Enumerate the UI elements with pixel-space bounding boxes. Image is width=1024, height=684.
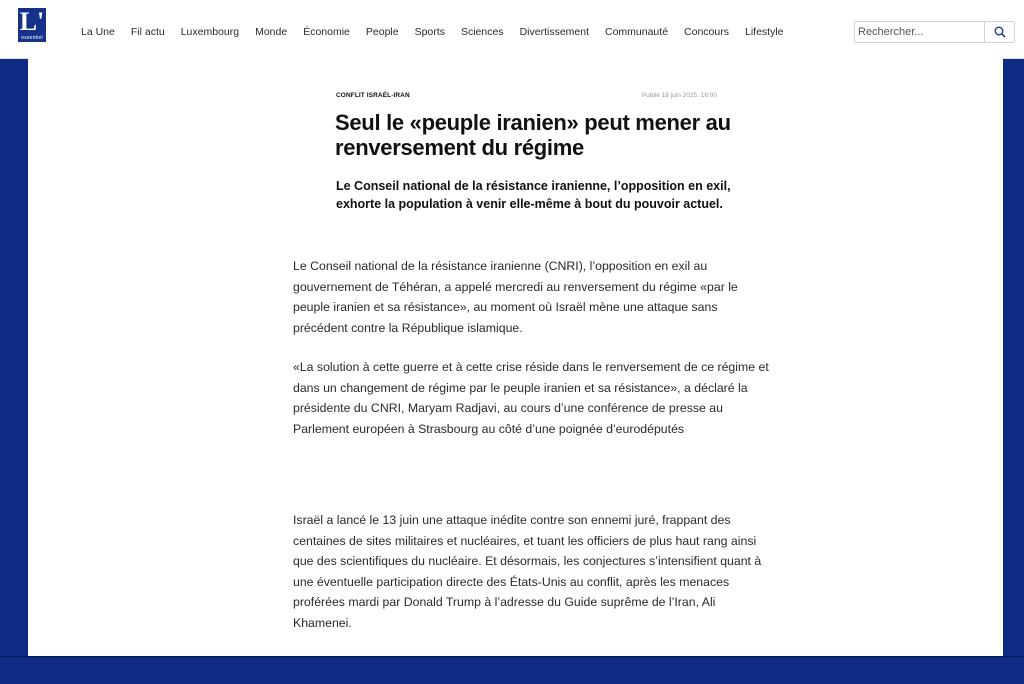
- article-category[interactable]: CONFLIT ISRAËL-IRAN: [336, 92, 410, 99]
- logo-letter: L': [19, 7, 45, 36]
- nav-item-economie[interactable]: Économie: [303, 26, 350, 38]
- nav-item-lifestyle[interactable]: Lifestyle: [744, 26, 784, 38]
- article-paragraph: «La solution à cette guerre et à cette crise réside dans le renversement de ce régime et dans un changement de régime par le peuple iranien et sa résistance», a déclaré la présidente du CNRI, Maryam Radjavi, au cours d’une conférence de presse au Parlement européen à Strasbourg au côté d’une poignée d’eurodéputés: [293, 360, 769, 436]
- article-meta: [336, 92, 717, 99]
- article-paragraph: Le Conseil national de la résistance iranienne (CNRI), l’opposition en exil au gouvernement de Téhéran, a appelé mercredi au renversement du régime «par le peuple iranien et sa résistance», au moment où Israël mène une attaque sans précédent contre la République islamique.: [293, 259, 738, 335]
- bottom-bar: [0, 656, 1024, 684]
- nav-item-communaute[interactable]: Communauté: [605, 26, 669, 38]
- article-title: Seul le «peuple iranien» peut mener au renversement du régime: [335, 110, 731, 160]
- publish-date: Publié 18 juin 2025, 16:00: [641, 92, 717, 99]
- search-icon: [994, 26, 1006, 38]
- search-button[interactable]: [984, 22, 1014, 42]
- nav-item-people[interactable]: People: [365, 26, 399, 38]
- nav-item-fil-actu[interactable]: Fil actu: [130, 26, 165, 38]
- nav-item-sports[interactable]: Sports: [414, 26, 445, 38]
- article-lead: Le Conseil national de la résistance iranienne, l’opposition en exil, exhorte la population à venir elle-même à bout du pouvoir actuel.: [336, 179, 731, 211]
- search-input[interactable]: [858, 23, 984, 41]
- main-menu: [81, 26, 800, 38]
- top-navigation-bar: [0, 0, 1024, 58]
- nav-item-sciences[interactable]: Sciences: [460, 26, 504, 38]
- search-box: [854, 21, 1015, 43]
- nav-item-la-une[interactable]: La Une: [81, 26, 115, 38]
- nav-item-concours[interactable]: Concours: [684, 26, 729, 38]
- nav-item-monde[interactable]: Monde: [255, 26, 288, 38]
- article-paragraph: Israël a lancé le 13 juin une attaque inédite contre son ennemi juré, frappant des centaines de sites militaires et nucléaires, et tuant les officiers de plus haut rang ainsi que des scientifiques du nucléaire. Et désormais, les conjectures s’intensifient quant à une éventuelle participation directe des États-Unis au conflit, après les menaces proférées mardi par Donald Trump à l’adresse du Guide suprême de l’Iran, Ali Khamenei.: [293, 513, 762, 630]
- site-logo[interactable]: [18, 8, 46, 42]
- logo-subtitle: essentiel: [21, 35, 43, 41]
- nav-item-luxembourg[interactable]: Luxembourg: [180, 26, 240, 38]
- nav-item-divertissement[interactable]: Divertissement: [519, 26, 589, 38]
- article-page: [28, 58, 1003, 656]
